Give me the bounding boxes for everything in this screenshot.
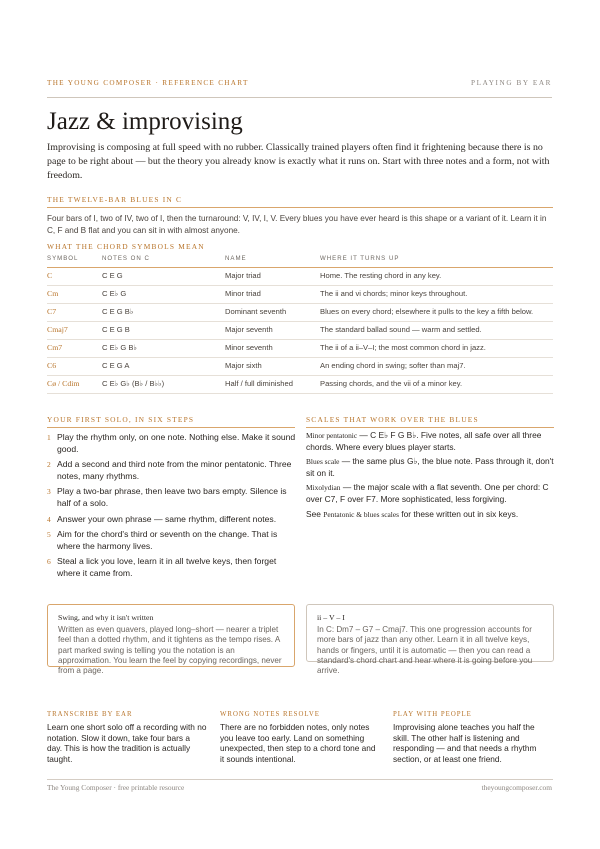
footer-divider (47, 779, 553, 780)
chord-notes: C E G (102, 268, 225, 286)
scale-term: Blues scale (306, 457, 340, 467)
tip-heading: WRONG NOTES RESOLVE (220, 711, 320, 718)
blues-paragraph: Four bars of I, two of IV, two of I, then the turnaround: V, IV, I, V. Every blues you have ever heard is this shape or a variant of it. Learn it in C, F and B flat and you can sit in with almost anyone. (47, 214, 547, 235)
blues-divider (47, 207, 553, 208)
swing-card-text: Written as even quavers, played long–short — nearer a triplet feel than a dotted rhythm, and it tightens as the tempo rises. A part marked swing is telling you the notation is an approximation. You learn the feel by copying recordings, never from a page. (58, 625, 282, 676)
chord-name: Major seventh (225, 322, 320, 340)
solo-steps-divider (47, 427, 295, 428)
tip-heading: PLAY WITH PEOPLE (393, 711, 472, 718)
chord-usage: Blues on every chord; elsewhere it pulls to the key a fifth below. (320, 304, 553, 322)
scale-description: — the same plus G♭, the blue note. Pass through it, don't sit on it. (306, 456, 554, 478)
list-item (47, 432, 302, 455)
chord-symbol: C (47, 268, 102, 286)
scales-heading: SCALES THAT WORK OVER THE BLUES (306, 415, 479, 424)
list-item (47, 486, 302, 509)
ii-v-i-card (306, 604, 554, 676)
tips-columns (47, 711, 553, 764)
list-item (47, 529, 302, 552)
step-number: 6 (47, 557, 51, 567)
table-row (47, 340, 553, 358)
chord-usage: The ii and vi chords; minor keys throughout. (320, 286, 553, 304)
page-header (47, 76, 552, 90)
tip-text: Learn one short solo off a recording with no notation. Slow it down, take four bars a day. This is how the tradition is actually taught. (47, 722, 207, 764)
footer-resource-label: The Young Composer · free printable resource (47, 783, 185, 792)
step-number: 5 (47, 530, 51, 540)
table-row (47, 286, 553, 304)
page-footer (47, 783, 552, 792)
chord-usage: An ending chord in swing; softer than maj7. (320, 358, 553, 376)
header-series-label: THE YOUNG COMPOSER · REFERENCE CHART (47, 79, 249, 87)
scales-divider (306, 427, 554, 428)
solo-steps-heading: YOUR FIRST SOLO, IN SIX STEPS (47, 415, 195, 424)
chord-name: Major sixth (225, 358, 320, 376)
chord-usage: Home. The resting chord in any key. (320, 268, 553, 286)
table-header-row (47, 255, 553, 268)
column-header-name: NAME (225, 255, 320, 268)
chord-name: Minor triad (225, 286, 320, 304)
chord-symbol: Cm (47, 286, 102, 304)
step-text: Steal a lick you love, learn it in all twelve keys, then forget where it came from. (57, 556, 277, 578)
chord-symbols-table (47, 255, 553, 394)
see-also-link: Pentatonic & blues scales (323, 509, 399, 519)
chord-notes: C E G A (102, 358, 225, 376)
chord-usage: The ii of a ii–V–I; the most common chord in jazz. (320, 340, 553, 358)
page-title: Jazz & improvising (47, 108, 243, 135)
list-item (47, 459, 302, 482)
column-header-usage: WHERE IT TURNS UP (320, 255, 553, 268)
scale-item (306, 456, 556, 479)
tip-transcribe (47, 711, 207, 764)
step-text: Answer your own phrase — same rhythm, different notes. (57, 513, 277, 524)
intro-paragraph: Improvising is composing at full speed with no rubber. Classically trained players often find it frightening because there is no page to be right about — but the theory you already know is exactly what it runs on. Start with three notes and a form, not with freedom. (47, 142, 550, 181)
chord-symbol: Cø / Cdim (47, 376, 102, 394)
step-text: Aim for the chord's third or seventh on the change. That is where the harmony lives. (57, 529, 278, 551)
chord-notes: C E♭ G♭ (B♭ / B♭♭) (102, 376, 225, 394)
swing-card (47, 604, 295, 676)
header-topic-label: PLAYING BY EAR (471, 79, 552, 87)
column-header-notes: NOTES ON C (102, 255, 225, 268)
footer-website: theyoungcomposer.com (481, 783, 552, 792)
scale-item (306, 430, 556, 453)
chord-name: Half / full diminished (225, 376, 320, 394)
table-row (47, 322, 553, 340)
table-row (47, 304, 553, 322)
solo-steps-list (47, 432, 302, 584)
tip-text: Improvising alone teaches you half the skill. The other half is listening and responding — and that needs a rhythm section, or at least one friend. (393, 722, 537, 764)
chord-name: Minor seventh (225, 340, 320, 358)
step-text: Play a two-bar phrase, then leave two bars empty. Silence is half of a solo. (57, 486, 287, 508)
list-item (47, 556, 302, 579)
step-number: 2 (47, 460, 51, 470)
scale-term: Mixolydian (306, 483, 341, 493)
chord-symbol: Cmaj7 (47, 322, 102, 340)
ii-v-i-card-text: In C: Dm7 – G7 – Cmaj7. This one progression accounts for more bars of jazz than any other. Learn it in all twelve keys, hands or fingers, until it is automatic — then you can read a standard's chord chart and hear where it is going before you arrive. (317, 625, 533, 676)
chord-name: Dominant seventh (225, 304, 320, 322)
scale-item (306, 482, 556, 505)
ii-v-i-card-title: ii – V – I (317, 613, 345, 622)
list-item (47, 514, 302, 526)
chord-symbol: Cm7 (47, 340, 102, 358)
scale-see-also (306, 509, 556, 521)
chord-symbol: C6 (47, 358, 102, 376)
scale-term: Minor pentatonic (306, 431, 358, 440)
chord-notes: C E♭ G (102, 286, 225, 304)
tip-text: There are no forbidden notes, only notes you leave too early. Land on something unexpected, then step to a chord tone and it sounds intentional. (220, 722, 376, 764)
table-row (47, 268, 553, 286)
step-number: 4 (47, 514, 51, 524)
tip-wrong-notes (220, 711, 380, 764)
chord-name: Major triad (225, 268, 320, 286)
see-suffix: for these written out in six keys. (398, 508, 519, 519)
chords-heading: WHAT THE CHORD SYMBOLS MEAN (47, 242, 205, 251)
header-divider (47, 97, 552, 98)
chord-notes: C E G B♭ (102, 304, 225, 322)
chord-symbol: C7 (47, 304, 102, 322)
swing-card-title: Swing, and why it isn't written (58, 613, 154, 622)
chord-notes: C E♭ G B♭ (102, 340, 225, 358)
scale-description: — C E♭ F G B♭. Five notes, all safe over all three chords. Where every blues player starts. (306, 430, 542, 452)
tip-play-with-people (393, 711, 553, 764)
step-text: Play the rhythm only, on one note. Nothing else. Make it sound good. (57, 432, 296, 454)
step-number: 1 (47, 433, 51, 442)
step-text: Add a second and third note from the minor pentatonic. Three notes, many rhythms. (57, 459, 292, 481)
chord-usage: The standard ballad sound — warm and settled. (320, 322, 553, 340)
see-prefix: See (306, 508, 324, 519)
tip-heading: TRANSCRIBE BY EAR (47, 711, 133, 718)
table-row (47, 358, 553, 376)
scale-description: — the major scale with a flat seventh. One per chord: C over C7, F over F7. More sophisticated, less forgiving. (306, 482, 549, 504)
column-header-symbol: SYMBOL (47, 255, 102, 268)
chord-notes: C E G B (102, 322, 225, 340)
scales-list (306, 430, 556, 523)
step-number: 3 (47, 487, 51, 497)
table-row (47, 376, 553, 394)
chord-usage: Passing chords, and the vii of a minor key. (320, 376, 553, 394)
blues-heading: THE TWELVE-BAR BLUES IN C (47, 195, 183, 204)
